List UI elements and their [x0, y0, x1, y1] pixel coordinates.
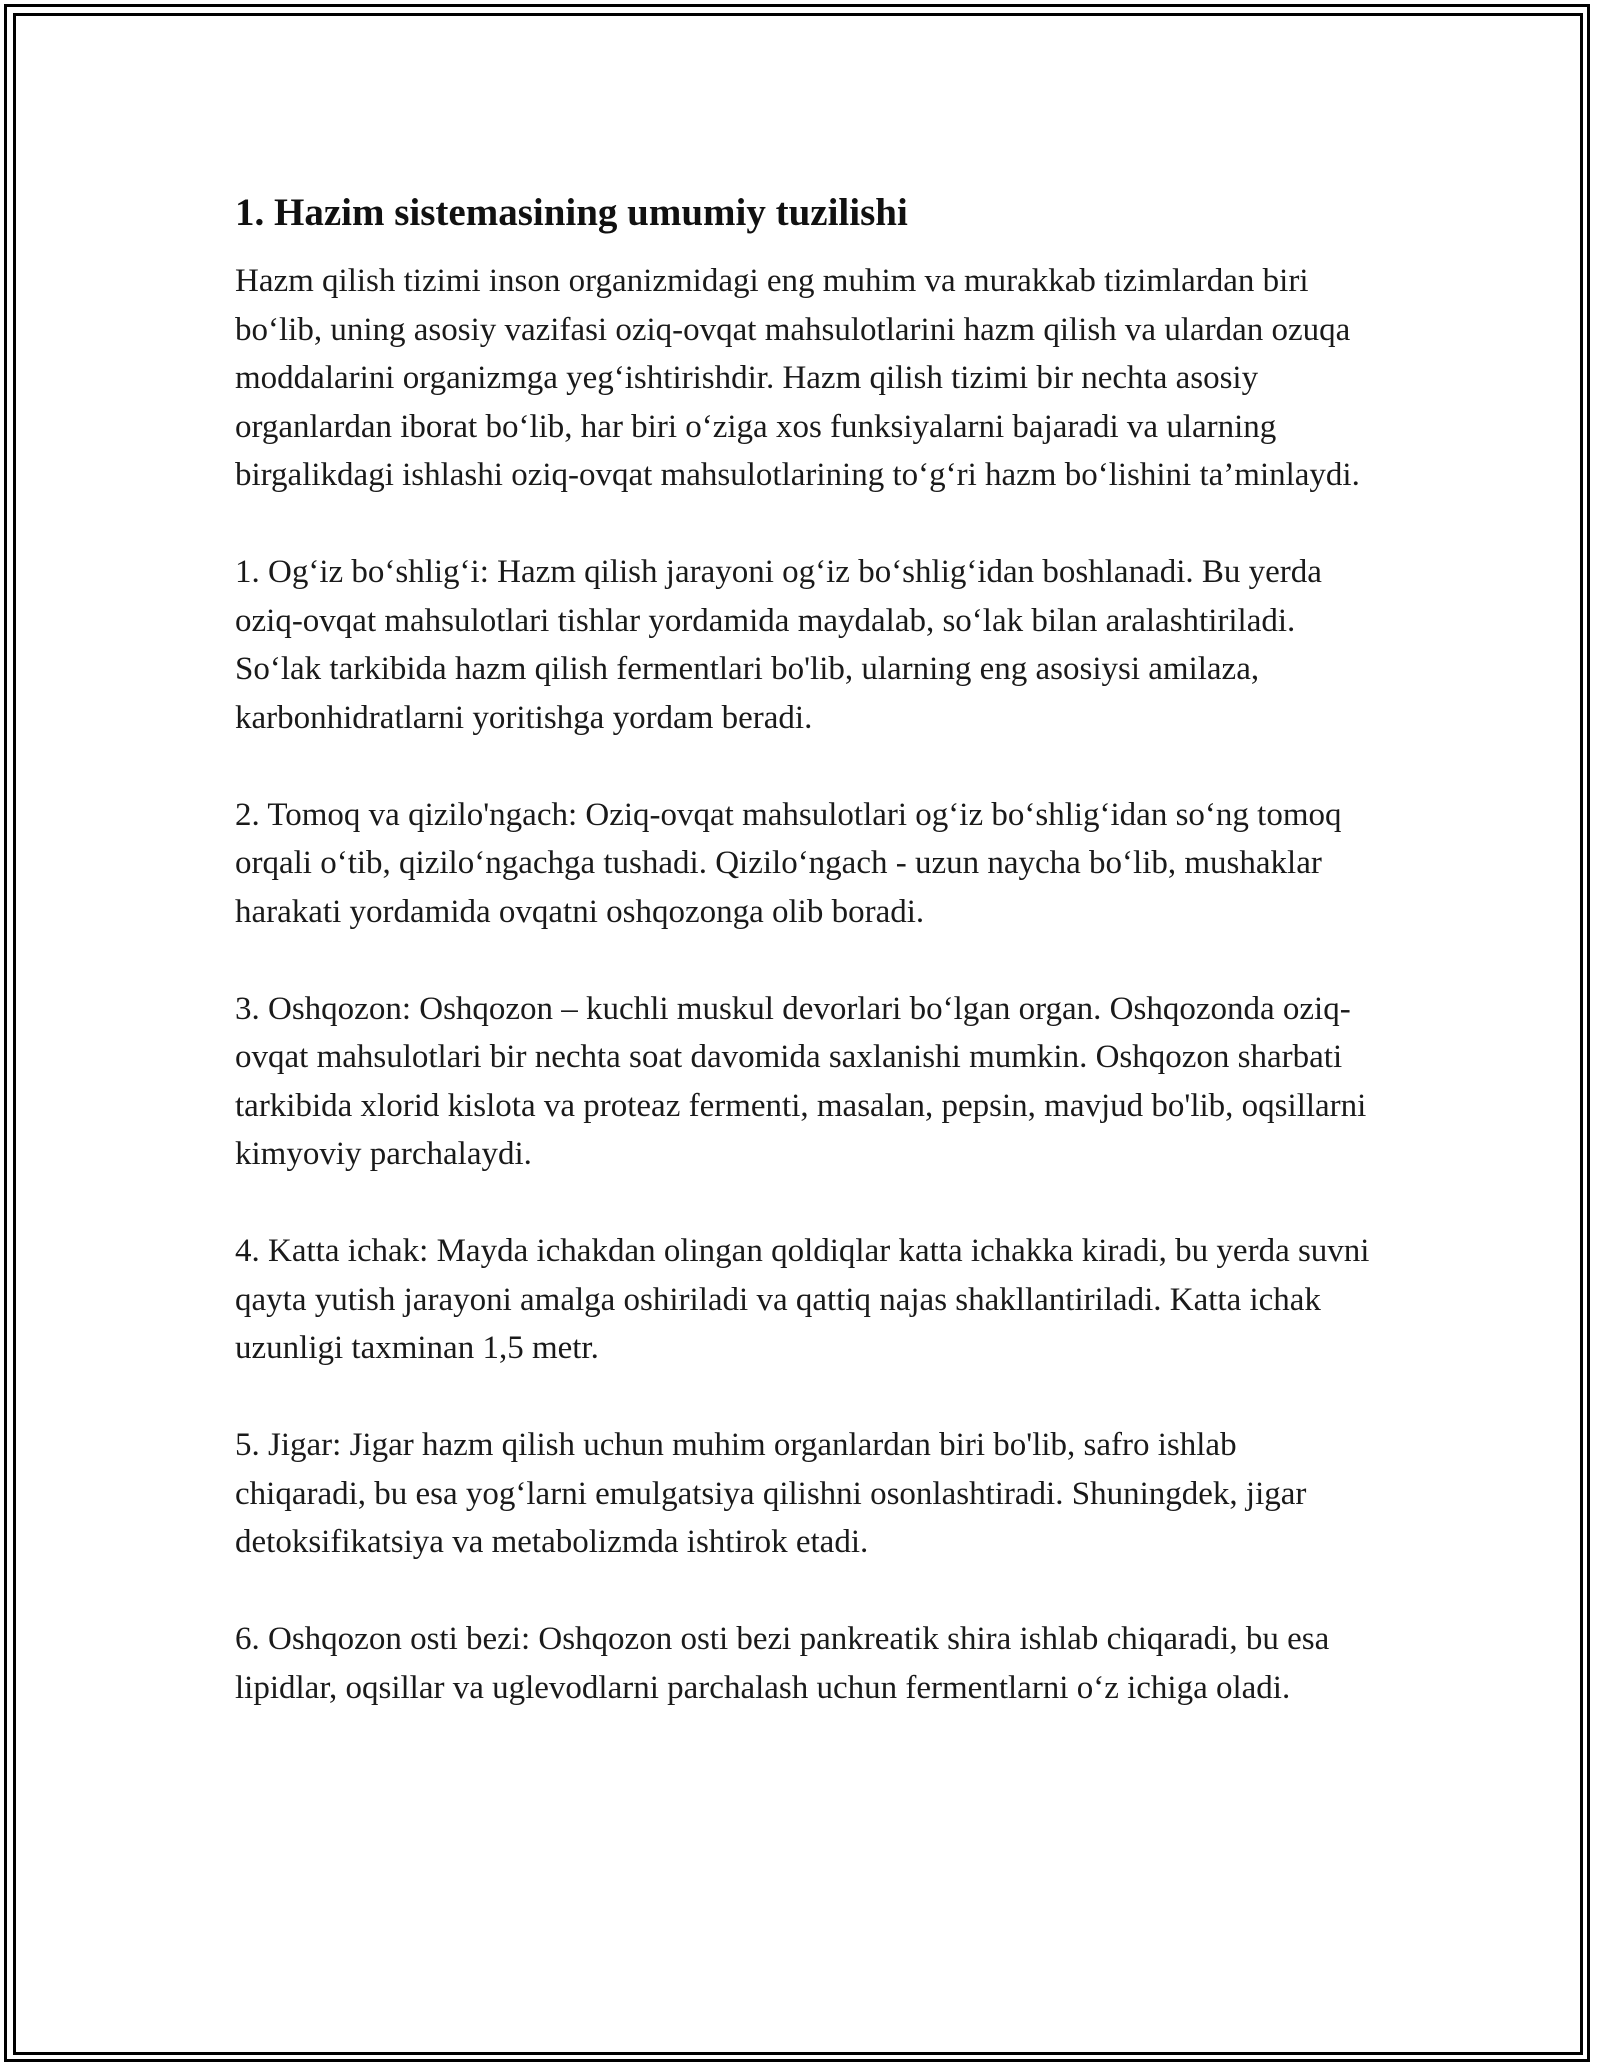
paragraph-throat-esophagus: 2. Tomoq va qizilo'ngach: Oziq-ovqat mahsulotlari og‘iz bo‘shlig‘idan so‘ng tomoq orqali o‘tib, qizilo‘ngachga tushadi. Qizilo‘ngach - uzun naycha bo‘lib, mushaklar harakati yordamida ovqatni oshqozonga olib boradi. [235, 796, 1342, 930]
paragraph-large-intestine: 4. Katta ichak: Mayda ichakdan olingan qoldiqlar katta ichakka kiradi, bu yerda suvni qayta yutish jarayoni amalga oshiriladi va qattiq najas shakllantiriladi. Katta ichak uzunligi taxminan 1,5 metr. [235, 1233, 1370, 1366]
document-title: 1. Hazim sistemasining umumiy tuzilishi [235, 191, 908, 234]
paragraph-stomach: 3. Oshqozon: Oshqozon – kuchli muskul devorlari bo‘lgan organ. Oshqozonda oziq-ovqat mahsulotlari bir nechta soat davomida saxlanishi mumkin. Oshqozon sharbati tarkibida xlorid kislota va proteaz fermenti, masalan, pepsin, mavjud bo'lib, oqsillarni kimyoviy parchalaydi. [235, 990, 1367, 1172]
paragraph-pancreas: 6. Oshqozon osti bezi: Oshqozon osti bezi pankreatik shira ishlab chiqaradi, bu esa lipidlar, oqsillar va uglevodlarni parchalash uchun fermentlarni o‘z ichiga oladi. [235, 1621, 1330, 1706]
intro-paragraph: Hazm qilish tizimi inson organizmidagi eng muhim va murakkab tizimlardan biri bo‘lib, uning asosiy vazifasi oziq-ovqat mahsulotlarini hazm qilish va ulardan ozuqa moddalarini organizmga yeg‘ishtirishdir. Hazm qilish tizimi bir nechta asosiy organlardan iborat bo‘lib, har biri o‘ziga xos funksiyalarni bajaradi va ularning birgalikdagi ishlashi oziq-ovqat mahsulotlarining to‘g‘ri hazm bo‘lishini ta’minlaydi. [235, 263, 1360, 493]
document-body [235, 185, 1375, 1761]
paragraph-liver: 5. Jigar: Jigar hazm qilish uchun muhim organlardan biri bo'lib, safro ishlab chiqaradi, bu esa yog‘larni emulgatsiya qilishni osonlashtiradi. Shuningdek, jigar detoksifikatsiya va metabolizmda ishtirok etadi. [235, 1427, 1307, 1560]
paragraph-mouth: 1. Og‘iz bo‘shlig‘i: Hazm qilish jarayoni og‘iz bo‘shlig‘idan boshlanadi. Bu yerda oziq-ovqat mahsulotlari tishlar yordamida maydalab, so‘lak bilan aralashtiriladi. So‘lak tarkibida hazm qilish fermentlari bo'lib, ularning eng asosiysi amilaza, karbonhidratlarni yoritishga yordam beradi. [235, 554, 1322, 736]
